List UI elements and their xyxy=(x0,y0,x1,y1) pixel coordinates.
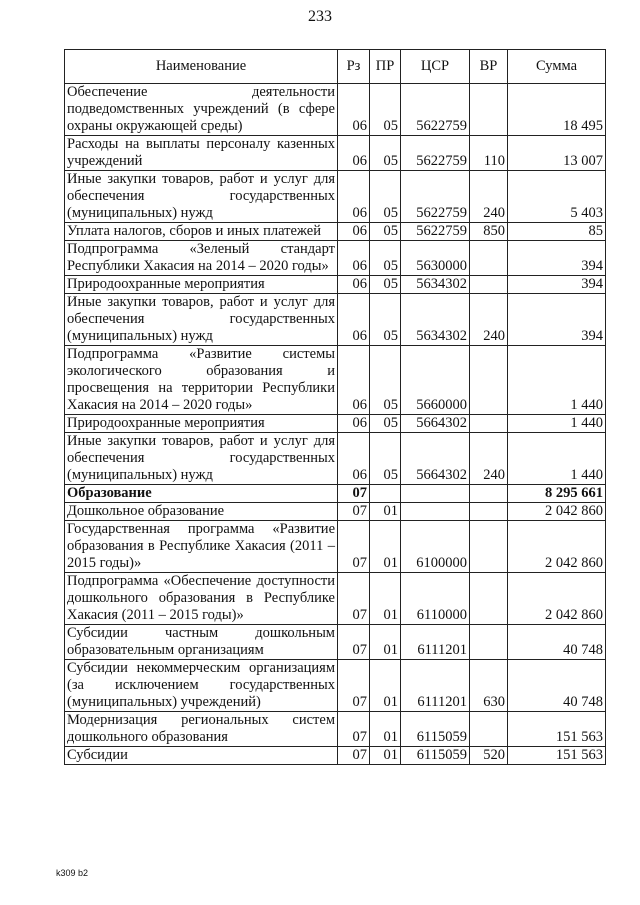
cell-pr xyxy=(370,485,401,503)
cell-pr: 05 xyxy=(370,171,401,223)
cell-csr: 5622759 xyxy=(401,223,470,241)
cell-pr: 01 xyxy=(370,747,401,765)
cell-rz: 07 xyxy=(338,660,370,712)
cell-name: Обеспечение деятельности подведомственных учреждений (в сфере охраны окружающей среды) xyxy=(65,84,338,136)
cell-vr: 240 xyxy=(470,433,508,485)
cell-pr: 01 xyxy=(370,712,401,747)
cell-csr: 5630000 xyxy=(401,241,470,276)
cell-sum: 394 xyxy=(508,276,606,294)
cell-vr xyxy=(470,503,508,521)
cell-sum: 394 xyxy=(508,294,606,346)
cell-name: Дошкольное образование xyxy=(65,503,338,521)
cell-name: Образование xyxy=(65,485,338,503)
cell-pr: 01 xyxy=(370,521,401,573)
cell-vr xyxy=(470,241,508,276)
cell-name: Расходы на выплаты персоналу казенных учреждений xyxy=(65,136,338,171)
header-rz: Рз xyxy=(338,50,370,84)
header-name: Наименование xyxy=(65,50,338,84)
cell-sum: 13 007 xyxy=(508,136,606,171)
cell-rz: 06 xyxy=(338,294,370,346)
cell-vr: 240 xyxy=(470,294,508,346)
cell-rz: 06 xyxy=(338,433,370,485)
table-row xyxy=(65,276,606,294)
cell-csr: 5664302 xyxy=(401,433,470,485)
cell-csr: 6100000 xyxy=(401,521,470,573)
cell-rz: 06 xyxy=(338,346,370,415)
table-row xyxy=(65,503,606,521)
cell-sum: 2 042 860 xyxy=(508,573,606,625)
cell-rz: 07 xyxy=(338,485,370,503)
cell-csr: 5622759 xyxy=(401,84,470,136)
cell-rz: 06 xyxy=(338,276,370,294)
cell-rz: 07 xyxy=(338,747,370,765)
cell-vr xyxy=(470,84,508,136)
cell-vr xyxy=(470,625,508,660)
cell-csr: 5634302 xyxy=(401,294,470,346)
header-pr: ПР xyxy=(370,50,401,84)
cell-rz: 07 xyxy=(338,573,370,625)
cell-csr: 6111201 xyxy=(401,625,470,660)
cell-rz: 06 xyxy=(338,241,370,276)
header-vr: ВР xyxy=(470,50,508,84)
cell-rz: 06 xyxy=(338,171,370,223)
cell-pr: 01 xyxy=(370,573,401,625)
table-row xyxy=(65,573,606,625)
cell-rz: 06 xyxy=(338,415,370,433)
table-row xyxy=(65,241,606,276)
table-row xyxy=(65,712,606,747)
table-row xyxy=(65,415,606,433)
table-row xyxy=(65,171,606,223)
cell-vr xyxy=(470,521,508,573)
footer-code: k309 b2 xyxy=(56,868,89,878)
cell-vr: 630 xyxy=(470,660,508,712)
cell-csr: 6111201 xyxy=(401,660,470,712)
cell-vr: 110 xyxy=(470,136,508,171)
header-sum: Сумма xyxy=(508,50,606,84)
cell-pr: 05 xyxy=(370,433,401,485)
page-number: 233 xyxy=(308,8,332,25)
cell-name: Природоохранные мероприятия xyxy=(65,276,338,294)
cell-sum: 1 440 xyxy=(508,415,606,433)
table-row xyxy=(65,294,606,346)
cell-sum: 40 748 xyxy=(508,625,606,660)
table-row xyxy=(65,433,606,485)
cell-sum: 394 xyxy=(508,241,606,276)
cell-csr: 5634302 xyxy=(401,276,470,294)
cell-name: Государственная программа «Развитие образования в Республике Хакасия (2011 – 2015 годы)» xyxy=(65,521,338,573)
budget-table xyxy=(64,49,606,765)
header-csr: ЦСР xyxy=(401,50,470,84)
cell-sum: 2 042 860 xyxy=(508,521,606,573)
table-row xyxy=(65,747,606,765)
cell-sum: 85 xyxy=(508,223,606,241)
cell-pr: 01 xyxy=(370,625,401,660)
cell-csr: 6115059 xyxy=(401,712,470,747)
cell-pr: 01 xyxy=(370,503,401,521)
cell-name: Природоохранные мероприятия xyxy=(65,415,338,433)
table-row xyxy=(65,346,606,415)
cell-vr xyxy=(470,346,508,415)
table-row xyxy=(65,521,606,573)
cell-sum: 2 042 860 xyxy=(508,503,606,521)
cell-name: Иные закупки товаров, работ и услуг для обеспечения государственных (муниципальных) нужд xyxy=(65,171,338,223)
cell-rz: 06 xyxy=(338,223,370,241)
cell-vr: 850 xyxy=(470,223,508,241)
cell-sum: 151 563 xyxy=(508,712,606,747)
cell-name: Иные закупки товаров, работ и услуг для обеспечения государственных (муниципальных) нужд xyxy=(65,433,338,485)
table-row xyxy=(65,84,606,136)
table-row xyxy=(65,660,606,712)
cell-vr xyxy=(470,415,508,433)
cell-rz: 07 xyxy=(338,625,370,660)
cell-sum: 151 563 xyxy=(508,747,606,765)
cell-vr xyxy=(470,276,508,294)
cell-name: Субсидии некоммерческим организациям (за исключением государственных (муниципальных) учреждений) xyxy=(65,660,338,712)
cell-vr xyxy=(470,712,508,747)
cell-rz: 07 xyxy=(338,503,370,521)
cell-pr: 05 xyxy=(370,84,401,136)
cell-pr: 05 xyxy=(370,136,401,171)
cell-name: Подпрограмма «Развитие системы экологического образования и просвещения на территории Республики Хакасия на 2014 – 2020 годы» xyxy=(65,346,338,415)
table-row xyxy=(65,136,606,171)
cell-vr xyxy=(470,573,508,625)
cell-name: Модернизация региональных систем дошкольного образования xyxy=(65,712,338,747)
cell-name: Уплата налогов, сборов и иных платежей xyxy=(65,223,338,241)
cell-name: Субсидии xyxy=(65,747,338,765)
cell-sum: 40 748 xyxy=(508,660,606,712)
cell-pr: 05 xyxy=(370,294,401,346)
cell-name: Субсидии частным дошкольным образовательным организациям xyxy=(65,625,338,660)
cell-sum: 1 440 xyxy=(508,346,606,415)
cell-pr: 05 xyxy=(370,346,401,415)
cell-csr: 6110000 xyxy=(401,573,470,625)
cell-name: Иные закупки товаров, работ и услуг для обеспечения государственных (муниципальных) нужд xyxy=(65,294,338,346)
cell-rz: 06 xyxy=(338,136,370,171)
cell-csr xyxy=(401,503,470,521)
cell-pr: 05 xyxy=(370,241,401,276)
cell-pr: 05 xyxy=(370,276,401,294)
cell-csr: 5664302 xyxy=(401,415,470,433)
cell-rz: 06 xyxy=(338,84,370,136)
cell-vr xyxy=(470,485,508,503)
cell-csr: 6115059 xyxy=(401,747,470,765)
cell-rz: 07 xyxy=(338,521,370,573)
cell-pr: 05 xyxy=(370,415,401,433)
table-row xyxy=(65,625,606,660)
cell-csr: 5660000 xyxy=(401,346,470,415)
cell-name: Подпрограмма «Зеленый стандарт Республики Хакасия на 2014 – 2020 годы» xyxy=(65,241,338,276)
cell-csr: 5622759 xyxy=(401,171,470,223)
cell-vr: 520 xyxy=(470,747,508,765)
cell-vr: 240 xyxy=(470,171,508,223)
cell-sum: 8 295 661 xyxy=(508,485,606,503)
cell-sum: 18 495 xyxy=(508,84,606,136)
cell-pr: 05 xyxy=(370,223,401,241)
cell-pr: 01 xyxy=(370,660,401,712)
cell-csr xyxy=(401,485,470,503)
table-body xyxy=(65,84,606,765)
cell-rz: 07 xyxy=(338,712,370,747)
cell-csr: 5622759 xyxy=(401,136,470,171)
table-row xyxy=(65,485,606,503)
cell-sum: 5 403 xyxy=(508,171,606,223)
cell-name: Подпрограмма «Обеспечение доступности дошкольного образования в Республике Хакасия (2011 – 2015 годы)» xyxy=(65,573,338,625)
table-row xyxy=(65,223,606,241)
cell-sum: 1 440 xyxy=(508,433,606,485)
table-header-row xyxy=(65,50,606,84)
